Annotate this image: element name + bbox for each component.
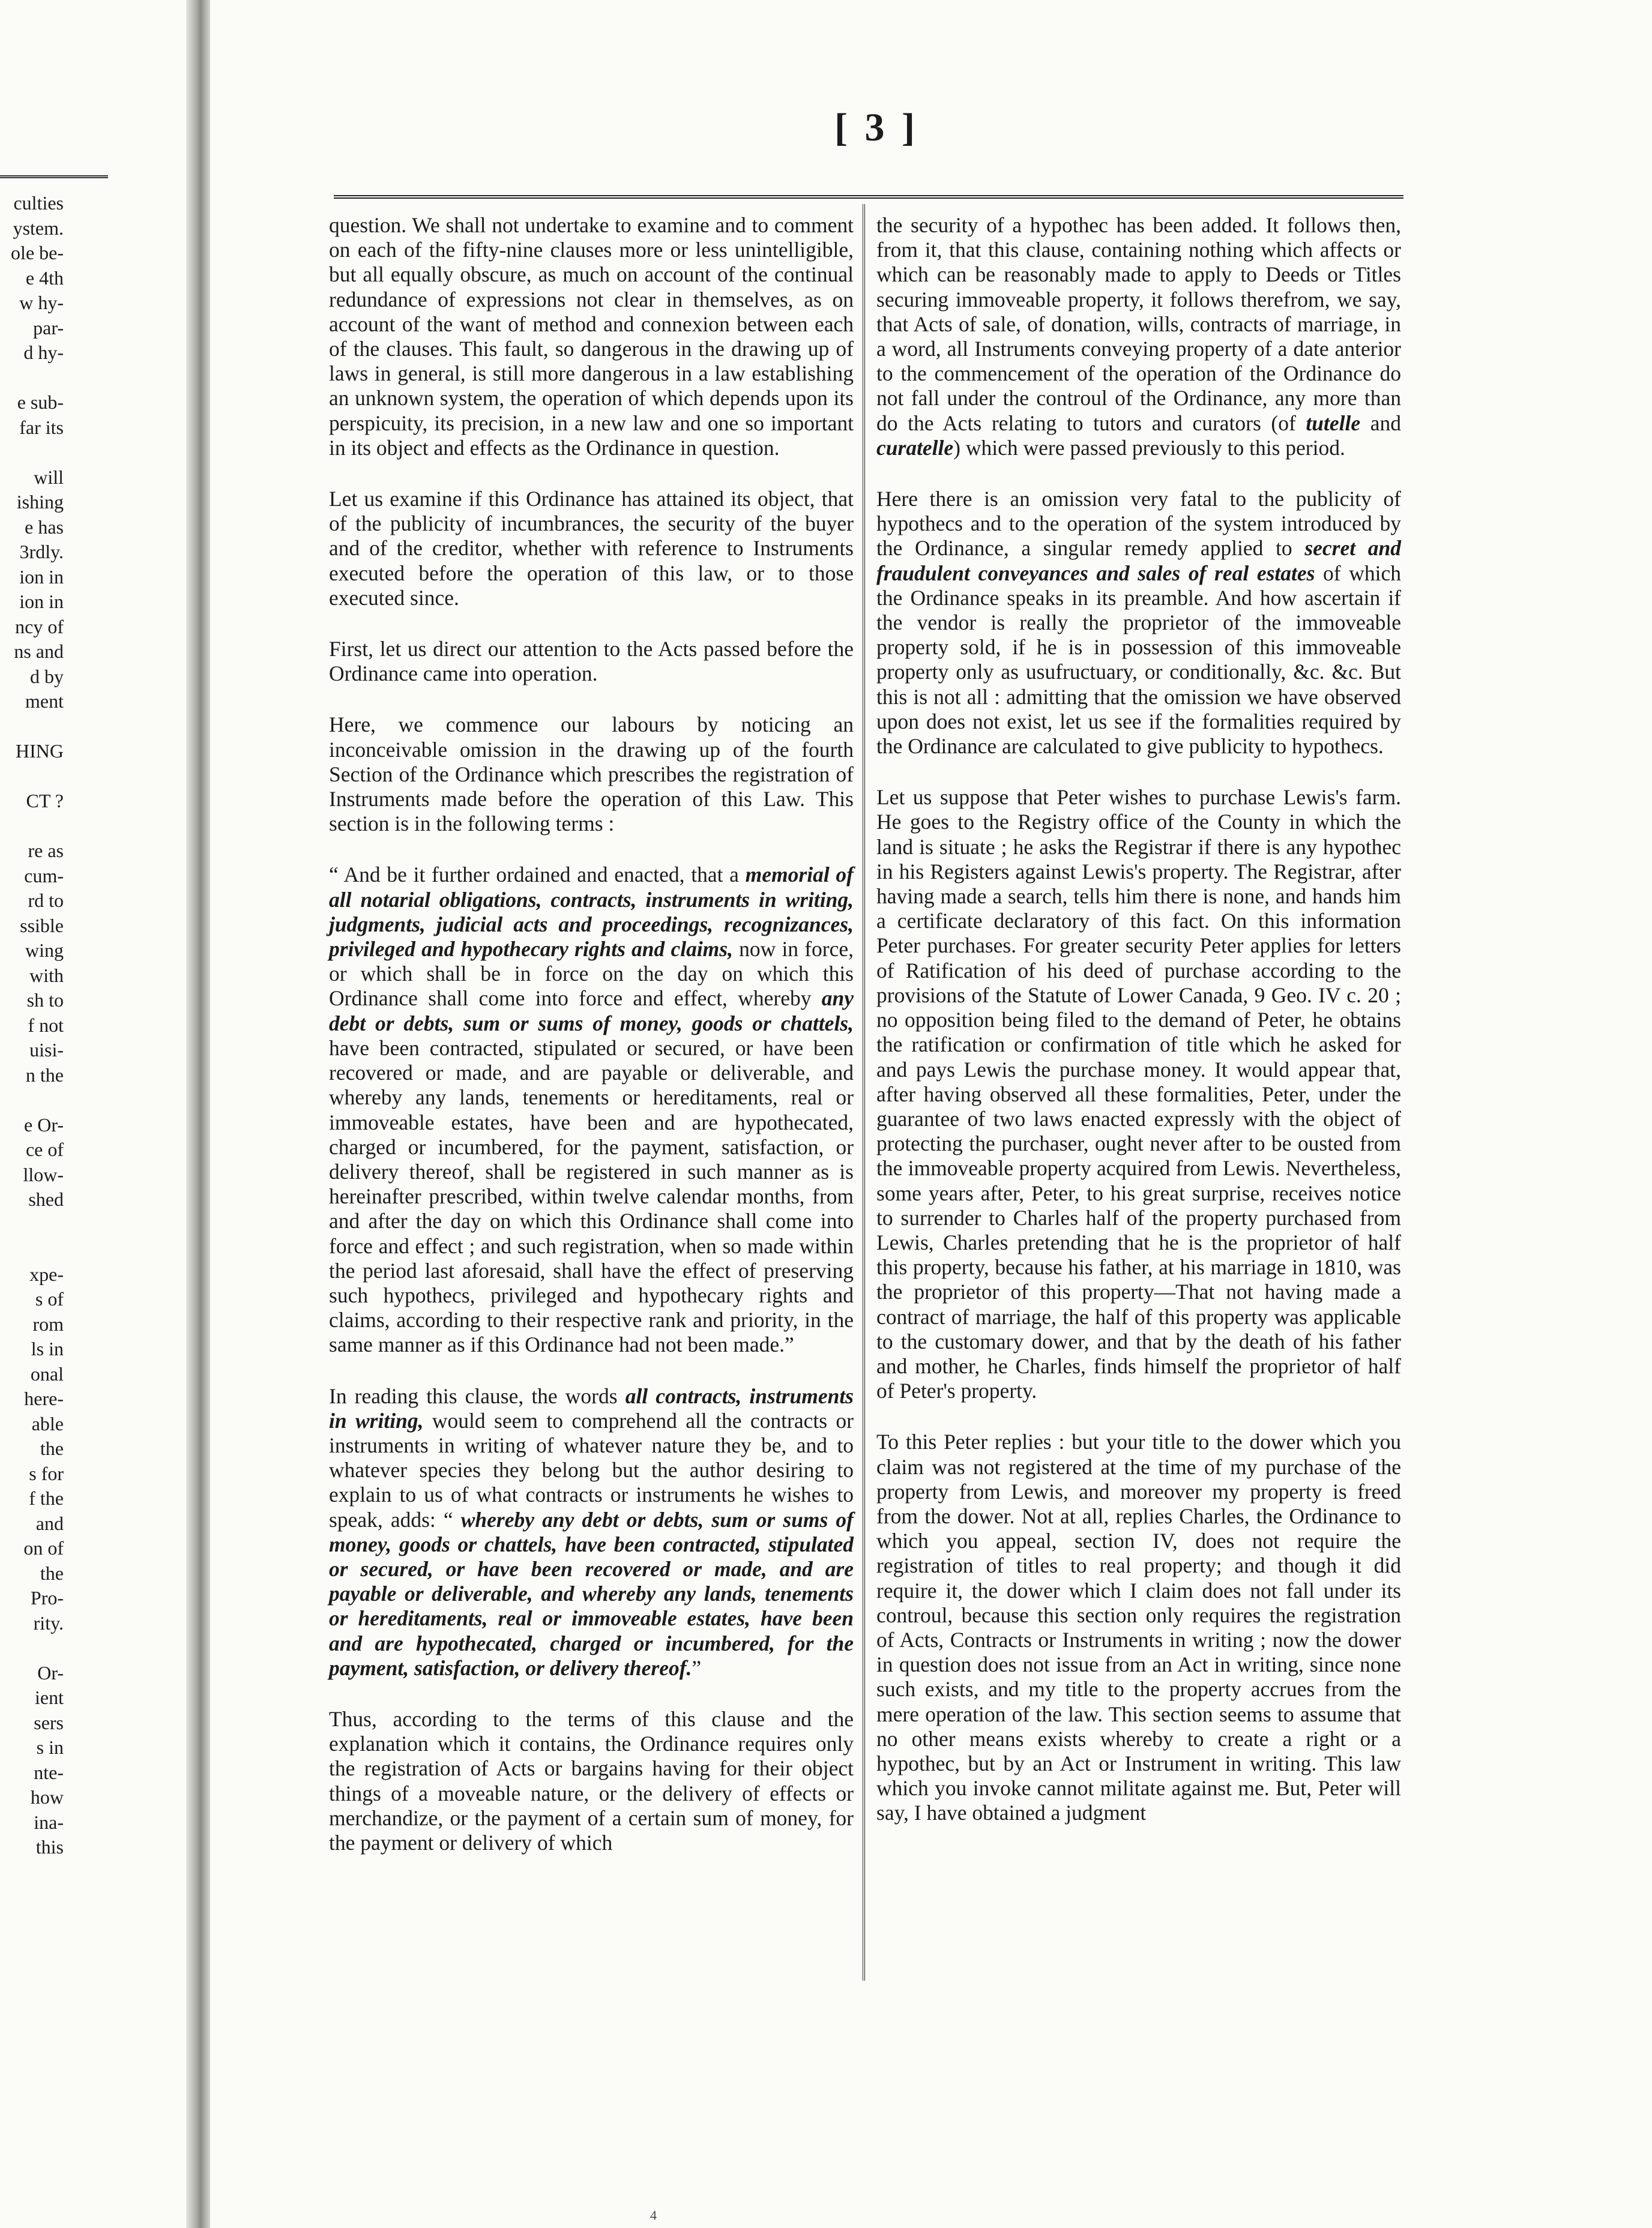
margin-fragment	[0, 440, 64, 465]
paragraph: Let us suppose that Peter wishes to purchase Lewis's farm. He goes to the Registry office of the County in which the land is situate ; he asks the Registrar if there is any hypothec in his Registers against Lewis's property. The Registrar, after having made a search, tells him there is none, and hands him a certificate declaratory of this fact. On this information Peter purchases. For greater security Peter applies for letters of Ratification of his deed of purchase according to the provisions of the Statute of Lower Canada, 9 Geo. IV c. 20 ; no opposition being filed to the demand of Peter, he obtains the ratification or confirmation of title which he asked for and pays Lewis the purchase money. It would appear that, after having observed all these formalities, Peter, under the guarantee of two laws enacted expressly with the object of protecting the purchaser, ought never after to be ousted from the immoveable property acquired from Lewis. Nevertheless, some years after, Peter, to his great surprise, receives notice to surrender to Charles half of the property purchased from Lewis, Charles pretending that he is the proprietor of half this property, because his father, at his marriage in 1810, was the proprietor of this property—That not having made a contract of marriage, the half of this property was applicable to the customary dower, and that by the death of his father and mother, he Charles, finds himself the proprietor of half of Peter's property.	[876, 785, 1401, 1403]
margin-fragment	[0, 1636, 64, 1661]
margin-fragment: n the	[25, 1064, 64, 1086]
text: would seem to comprehend all the contracts or instruments in writing of whatever nature they be, and to whatever species they belong but the author desiring to explain to us of what contracts or instruments he wishes to speak, adds: “	[329, 1408, 854, 1532]
margin-fragment: ystem.	[13, 217, 64, 239]
margin-fragment	[0, 366, 64, 391]
margin-fragment	[0, 1212, 64, 1238]
previous-page-edge	[0, 0, 211, 2228]
margin-fragment: shed	[28, 1188, 64, 1210]
margin-fragment: s of	[35, 1288, 64, 1310]
margin-fragment: cum-	[24, 864, 64, 887]
margin-fragment: par-	[33, 316, 64, 339]
text: of which the Ordinance speaks in its preamble. And how ascertain if the vendor is really the proprietor of the immoveable property sold, if he is in possession of this immoveable property only as usufructuary, or conditionally, &c. &c. But this is not all : admitting that the omission we have observed upon does not exist, let us see if the formalities required by the Ordinance are calculated to give publicity to hypothecs.	[876, 561, 1401, 759]
margin-fragment: far its	[19, 416, 64, 438]
margin-fragment: d by	[30, 665, 64, 687]
paragraph: Thus, according to the terms of this clause and the explanation which it contains, the Ordinance requires only the registration of Acts or bargains having for their object things of a moveable nature, or the delivery of effects or merchandize, or the payment of a certain sum of money, for the payment or delivery of which	[329, 1706, 854, 1855]
paragraph	[876, 213, 1401, 460]
margin-fragment: the	[40, 1562, 64, 1584]
paragraph	[329, 1384, 854, 1681]
margin-fragment: w hy-	[19, 292, 64, 313]
margin-fragment: xpe-	[29, 1263, 64, 1285]
emphasis-text: any debt or debts, sum or sums of money, goods or chattels,	[329, 986, 854, 1035]
paragraph: Let us examine if this Ordinance has attained its object, that of the publicity of incumbrances, the security of the buyer and of the creditor, whether with reference to Instruments executed before the operation of this law, or to those executed since.	[329, 487, 854, 610]
margin-fragment: llow-	[23, 1163, 64, 1185]
margin-fragment: will	[34, 466, 64, 488]
text: ) which were passed previously to this period.	[953, 435, 1345, 460]
margin-fragment: ment	[25, 690, 64, 712]
margin-fragment: ina-	[34, 1811, 64, 1833]
margin-fragment: e 4th	[25, 266, 64, 289]
previous-page-rule	[0, 175, 108, 178]
margin-fragment	[0, 1088, 64, 1113]
margin-fragment: culties	[13, 192, 64, 214]
margin-fragment: HING	[16, 740, 64, 762]
margin-fragment: rity.	[33, 1612, 64, 1634]
margin-fragment: and	[35, 1512, 64, 1534]
margin-fragment: s for	[29, 1462, 64, 1484]
margin-fragment: here-	[24, 1388, 64, 1409]
margin-fragment: ion in	[19, 591, 64, 612]
column-divider	[863, 204, 865, 1981]
quote-text: “ And be it further ordained and enacted, that a	[329, 863, 746, 887]
margin-fragment: f not	[28, 1014, 64, 1036]
margin-fragment	[0, 1237, 64, 1262]
margin-fragment	[0, 714, 64, 739]
emphasis-text: all contracts, instruments in writing,	[329, 1383, 854, 1433]
margin-fragment: ns and	[14, 640, 64, 662]
margin-fragment: ishing	[16, 491, 64, 513]
margin-fragment: able	[31, 1412, 64, 1435]
margin-fragment: how	[30, 1786, 64, 1808]
margin-fragment: e has	[25, 516, 64, 538]
margin-fragment	[0, 814, 64, 839]
margin-fragment: ole be-	[11, 242, 64, 263]
margin-fragment: ce of	[25, 1139, 64, 1160]
margin-fragment: f the	[29, 1487, 64, 1509]
text: and	[1360, 411, 1401, 435]
margin-fragment: on of	[23, 1537, 64, 1559]
margin-fragment: rd to	[28, 890, 64, 911]
emphasis-text: secret and fraudulent conveyances and sales of real estates	[876, 536, 1402, 585]
margin-fragment: with	[29, 964, 64, 986]
margin-fragment: ssible	[20, 914, 64, 936]
margin-fragment: rom	[32, 1313, 64, 1335]
margin-fragment: wing	[25, 939, 64, 961]
previous-page-fragments	[0, 191, 64, 1860]
margin-fragment: re as	[28, 840, 64, 861]
margin-fragment	[0, 764, 64, 789]
margin-fragment: d hy-	[23, 342, 64, 363]
emphasis-text: curatelle	[876, 435, 954, 460]
text: ”	[692, 1655, 702, 1680]
margin-fragment: s in	[36, 1736, 64, 1758]
margin-fragment: uisi-	[29, 1039, 64, 1061]
margin-fragment: 3rdly.	[19, 541, 64, 562]
margin-fragment: onal	[30, 1362, 64, 1385]
quote-text: now in force, or which shall be in force on the day on which this Ordinance shall come into force and effect, whereby	[329, 937, 854, 1011]
margin-fragment: the	[40, 1438, 64, 1459]
bottom-mark: 4	[650, 2208, 657, 2223]
paragraph	[876, 487, 1401, 759]
margin-fragment: Pro-	[30, 1587, 64, 1609]
quote-text: have been contracted, stipulated or secured, or have been recovered or made, and are payable or deliverable, and whereby any lands, tenements or hereditaments, real or immoveable estates, have been and are hypothecated, charged or incumbered, for the payment, satisfaction, or delivery thereof, shall be registered in such manner as is hereinafter prescribed, within twelve calendar months, from and after the day on which this Ordinance shall come into force and effect ; and such registration, when so made within the period last aforesaid, shall have the effect of preserving such hypothecs, privileged and hypothecary rights and claims, according to their respective rank and priority, in the same manner as if this Ordinance had not been made.”	[329, 1035, 854, 1357]
margin-fragment: CT ?	[26, 790, 64, 811]
paragraph: question. We shall not undertake to examine and to comment on each of the fifty-nine clauses more or less unintelligible, but all equally obscure, as much on account of the continual redundance of expressions not clear in themselves, as on account of the want of method and connexion between each of the clauses. This fault, so dangerous in the drawing up of laws in general, is still more dangerous in a law establishing an unknown system, the operation of which depends upon its perspicuity, its precision, in a new law and one so important in its object and effects as the Ordinance in question.	[329, 213, 854, 460]
margin-fragment: e Or-	[24, 1113, 64, 1136]
left-column	[329, 213, 854, 1882]
right-column	[876, 213, 1401, 1852]
margin-fragment: sers	[34, 1711, 64, 1733]
book-spine	[186, 0, 210, 2228]
emphasis-text: whereby any debt or debts, sum or sums of money, goods or chattels, have been contracted, stipulated or secured, or have been recovered or made, and are payable or deliverable, and whereby any lands, tenements or hereditaments, real or immoveable estates, have been and are hypothecated, charged or incumbered, for the payment, satisfaction, or delivery thereof.	[329, 1507, 854, 1680]
emphasis-text: tutelle	[1306, 411, 1361, 435]
margin-fragment: ls in	[31, 1338, 64, 1359]
quoted-section-text	[329, 863, 854, 1357]
header-rule	[334, 195, 1403, 199]
margin-fragment: ion in	[19, 565, 64, 588]
paragraph: To this Peter replies : but your title to the dower which you claim was not registered at the time of my purchase of the property from Lewis, and moreover my property is freed from the dower. Not at all, replies Charles, the Ordinance to which you appeal, section IV, does not require the registration of titles to real property; and though it did require it, the dower which I claim does not fall under its controul, because this section only requires the registration of Acts, Contracts or Instruments in writing ; now the dower in question does not issue from an Act in writing, since none such exists, and my title to the property accrues from the mere operation of the law. This section seems to assume that no other means exists whereby to create a right or a hypothec, but by an Act or Instrument in writing. This law which you invoke cannot militate against me. But, Peter will say, I have obtained a judgment	[876, 1430, 1401, 1825]
margin-fragment: Or-	[37, 1661, 64, 1684]
text: the security of a hypothec has been added. It follows then, from it, that this clause, containing nothing which affects or which can be reasonably made to apply to Deeds or Titles securing immoveable property, it follows therefrom, we say, that Acts of sale, of donation, wills, contracts of marriage, in a word, all Instruments conveying property of a date anterior to the commencement of the operation of the Ordinance do not fall under the controul of the Ordinance, any more than do the Acts relating to tutors and curators (of	[876, 213, 1401, 435]
margin-fragment: this	[35, 1836, 64, 1858]
margin-fragment: nte-	[34, 1761, 64, 1783]
text: In reading this clause, the words	[329, 1383, 626, 1408]
page-number: [ 3 ]	[834, 106, 918, 149]
margin-fragment: e sub-	[17, 391, 64, 413]
margin-fragment: ient	[35, 1687, 64, 1708]
emphasis-text: memorial of all notarial obligations, contracts, instruments in writing, judgments, judicial acts and proceedings, recognizances, privileged and hypothecary rights and claims,	[329, 863, 854, 962]
paragraph: Here, we commence our labours by noticing an inconceivable omission in the drawing up of the fourth Section of the Ordinance which prescribes the registration of Instruments made before the operation of this Law. This section is in the following terms :	[329, 712, 854, 836]
text: Here there is an omission very fatal to the publicity of hypothecs and to the operation of the system introduced by the Ordinance, a singular remedy applied to	[876, 487, 1401, 561]
margin-fragment: ncy of	[15, 615, 64, 637]
margin-fragment: sh to	[26, 989, 64, 1011]
paragraph: First, let us direct our attention to the Acts passed before the Ordinance came into operation.	[329, 637, 854, 686]
